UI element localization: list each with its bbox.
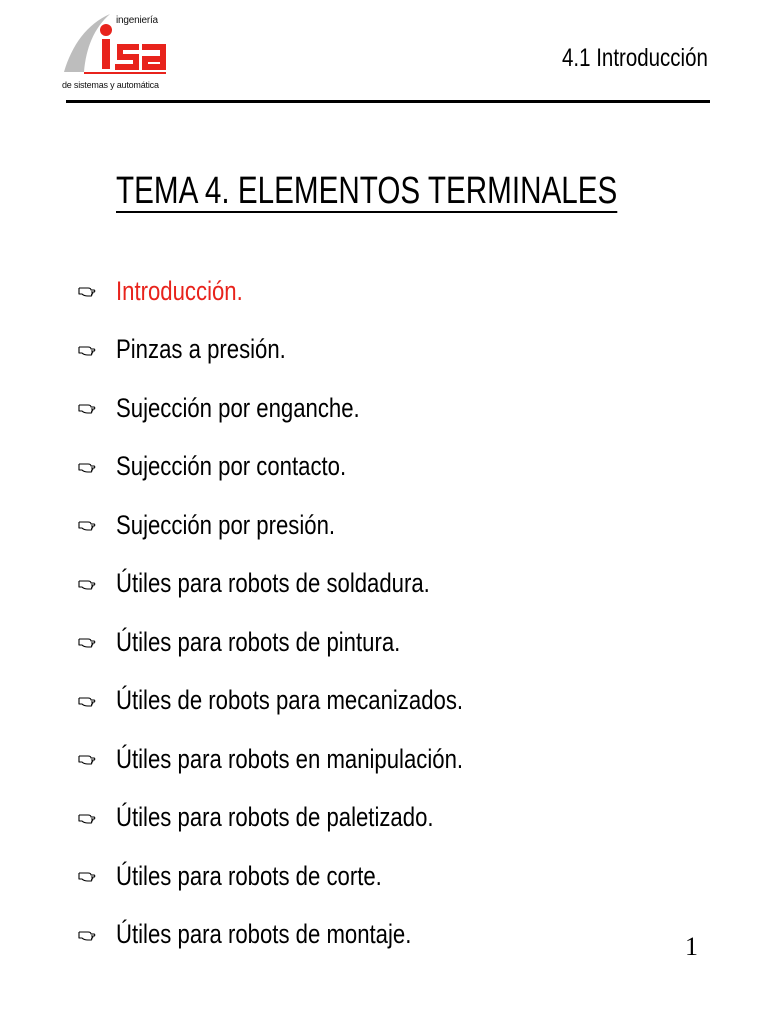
isa-logo — [62, 10, 172, 94]
topic-list — [78, 262, 539, 964]
list-item-label: Sujección por presión. — [116, 509, 336, 540]
list-item-label: Sujección por contacto. — [116, 451, 347, 482]
list-item — [78, 789, 539, 848]
list-item — [78, 672, 539, 731]
slide-title: TEMA 4. ELEMENTOS TERMINALES — [116, 170, 618, 212]
list-item-label: Introducción. — [116, 275, 243, 306]
list-item — [78, 379, 539, 438]
list-item-label: Útiles para robots de montaje. — [116, 919, 412, 950]
list-item-label: Útiles para robots en manipulación. — [116, 743, 464, 774]
pointing-hand-icon — [78, 694, 96, 708]
pointing-hand-icon — [78, 460, 96, 474]
list-item-label: Útiles para robots de paletizado. — [116, 802, 434, 833]
list-item-label: Sujección por enganche. — [116, 392, 360, 423]
list-item — [78, 262, 539, 321]
pointing-hand-icon — [78, 752, 96, 766]
pointing-hand-icon — [78, 928, 96, 942]
section-label: 4.1 Introducción — [562, 44, 708, 72]
list-item-label: Útiles de robots para mecanizados. — [116, 685, 464, 716]
logo-bottom-text: de sistemas y automática — [62, 80, 159, 90]
list-item — [78, 321, 539, 380]
list-item-label: Útiles para robots de corte. — [116, 860, 382, 891]
pointing-hand-icon — [78, 343, 96, 357]
list-item — [78, 730, 539, 789]
logo-top-text: ingeniería — [116, 15, 158, 26]
list-item — [78, 613, 539, 672]
pointing-hand-icon — [78, 518, 96, 532]
header-divider — [66, 100, 710, 103]
pointing-hand-icon — [78, 284, 96, 298]
list-item — [78, 906, 539, 965]
list-item-label: Útiles para robots de pintura. — [116, 626, 401, 657]
list-item — [78, 555, 539, 614]
pointing-hand-icon — [78, 635, 96, 649]
list-item — [78, 438, 539, 497]
pointing-hand-icon — [78, 401, 96, 415]
pointing-hand-icon — [78, 869, 96, 883]
list-item-label: Útiles para robots de soldadura. — [116, 568, 430, 599]
pointing-hand-icon — [78, 811, 96, 825]
page-number: 1 — [685, 932, 698, 961]
list-item — [78, 496, 539, 555]
pointing-hand-icon — [78, 577, 96, 591]
list-item — [78, 847, 539, 906]
list-item-label: Pinzas a presión. — [116, 334, 286, 365]
